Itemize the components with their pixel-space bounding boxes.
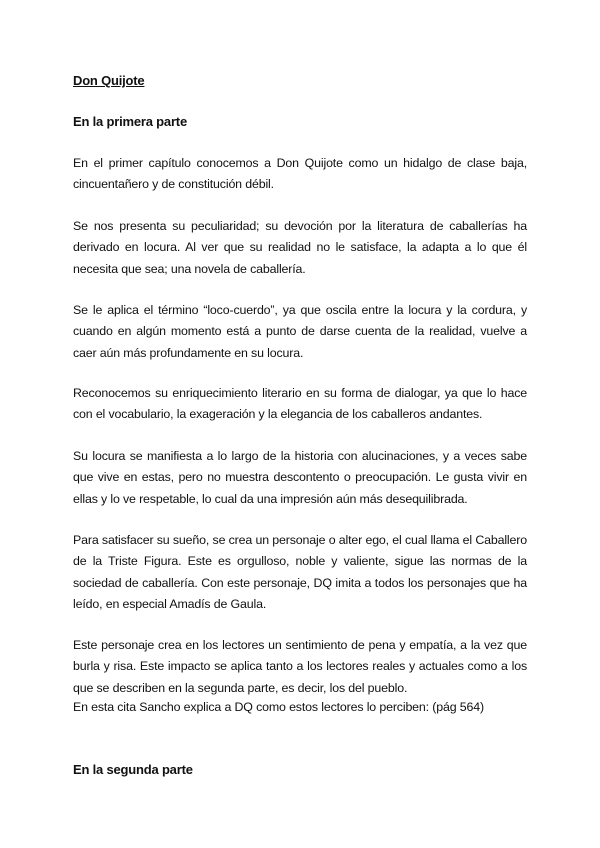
paragraph-5: Su locura se manifiesta a lo largo de la historia con alucinaciones, y a veces sabe que vive en estas, pero no muestra descontento o preocupación. Le gusta vivir en ellas y lo ve respetable, lo cual da una impresión aún más desequilibrada. [73,449,527,506]
paragraph-7: Este personaje crea en los lectores un sentimiento de pena y empatía, a la vez que burla y risa. Este impacto se aplica tanto a los lectores reales y actuales como a los que se describen en la segunda parte, es decir, los del pueblo. [73,638,527,695]
paragraph-4: Reconocemos su enriquecimiento literario en su forma de dialogar, ya que lo hace con el vocabulario, la exageración y la elegancia de los caballeros andantes. [73,386,527,422]
paragraph-2: Se nos presenta su peculiaridad; su devoción por la literatura de caballerías ha derivado en locura. Al ver que su realidad no le satisface, la adapta a lo que él necesita que sea; una novela de caballería. [73,219,527,276]
section-heading-primera-parte: En la primera parte [73,114,187,129]
paragraph-6: Para satisfacer su sueño, se crea un personaje o alter ego, el cual llama el Caballero de la Triste Figura. Este es orgulloso, noble y valiente, sigue las normas de la sociedad de caballería. Con este personaje, DQ imita a todos los personajes que ha leído, en especial Amadís de Gaula. [73,533,527,611]
paragraph-1: En el primer capítulo conocemos a Don Quijote como un hidalgo de clase baja, cincuentañero y de constitución débil. [73,156,527,192]
document-title: Don Quijote [73,73,145,88]
paragraph-3: Se le aplica el término “loco-cuerdo”, ya que oscila entre la locura y la cordura, y cuando en algún momento está a punto de darse cuenta de la realidad, vuelve a caer aún más profundamente en su locura. [73,303,527,360]
section-heading-segunda-parte: En la segunda parte [73,762,193,777]
paragraph-8-citation-intro: En esta cita Sancho explica a DQ como estos lectores lo perciben: (pág 564) [73,700,484,714]
